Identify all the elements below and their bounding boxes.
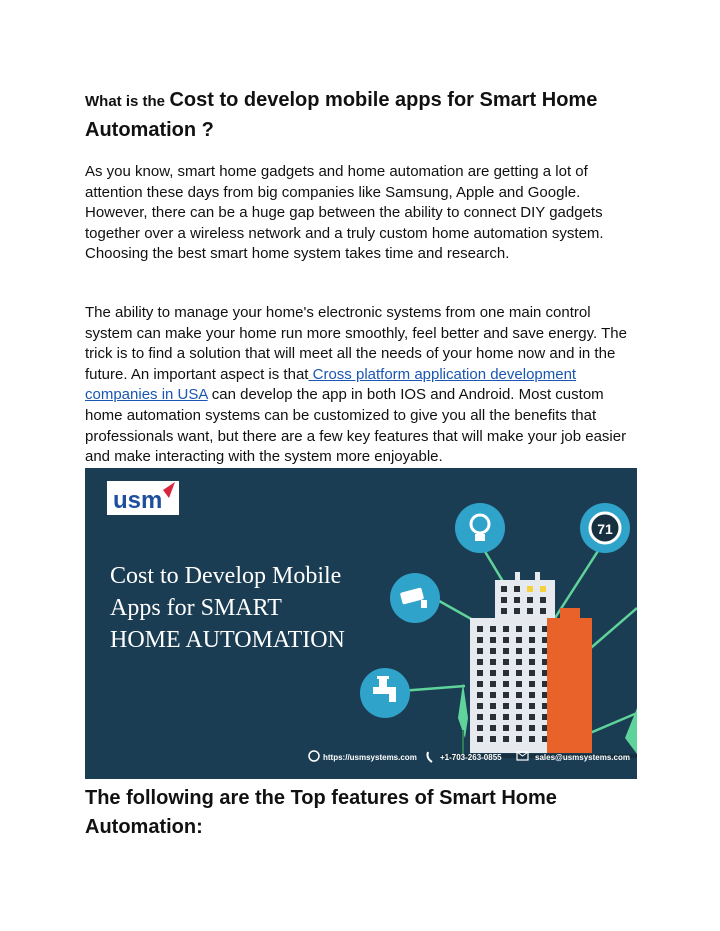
intro-paragraph: As you know, smart home gadgets and home automation are getting a lot of attention these days from big companies like Samsung, Apple and Google. However, there can be a huge gap between the ability to connect DIY gadgets together over a wireless network and a truly custom home automation system. Choosing the best smart home system takes time and research. xyxy=(85,163,604,263)
building-window xyxy=(540,597,546,603)
building-window xyxy=(503,692,509,698)
building-window xyxy=(516,736,522,742)
banner-website: https://usmsystems.com xyxy=(323,753,417,762)
building-window xyxy=(477,703,483,709)
bulb-icon xyxy=(455,503,505,553)
building-window xyxy=(503,637,509,643)
building-window xyxy=(516,725,522,731)
building-window xyxy=(516,670,522,676)
promo-banner-image xyxy=(85,468,637,779)
paragraph-text-before: The ability to manage your home's electronic systems from one main control system can make your home run more smoothly, feel better and save energy. The trick is to find a solution that will meet all the needs of your home now and in the future. An important aspect is that xyxy=(85,304,627,383)
building-window xyxy=(516,626,522,632)
building-window xyxy=(503,648,509,654)
building-window xyxy=(516,714,522,720)
building-window xyxy=(490,626,496,632)
building-window xyxy=(490,725,496,731)
building-window xyxy=(490,736,496,742)
building-window xyxy=(529,626,535,632)
title-main: Cost to develop mobile apps for Smart Home Automation ? xyxy=(85,89,598,141)
building-window xyxy=(514,586,520,592)
building-window xyxy=(477,714,483,720)
banner-email: sales@usmsystems.com xyxy=(535,753,630,762)
page-title xyxy=(85,86,637,146)
section-heading: The following are the Top features of Smart Home Automation: xyxy=(85,787,557,838)
paragraph-text-after: can develop the app in both IOS and Android. Most custom home automation systems can be customized to give you all the benefits that professionals want, but there are a few key features that will make your job easier and make interacting with the system more enjoyable. xyxy=(85,386,627,466)
building-window xyxy=(477,692,483,698)
building-window xyxy=(477,670,483,676)
building-window xyxy=(477,648,483,654)
building-window xyxy=(477,725,483,731)
building-window xyxy=(503,681,509,687)
building-window xyxy=(503,626,509,632)
building-window xyxy=(529,659,535,665)
building-window xyxy=(503,659,509,665)
logo-text: usm xyxy=(113,487,163,514)
building-window xyxy=(490,659,496,665)
cross-platform-link[interactable]: Cross platform application development companies in USA xyxy=(85,365,577,404)
building-window xyxy=(501,586,507,592)
title-prefix: What is the xyxy=(85,93,166,110)
building-window xyxy=(516,692,522,698)
building-window xyxy=(501,608,507,614)
body-paragraph xyxy=(85,303,641,468)
building-window xyxy=(490,670,496,676)
building-window xyxy=(490,637,496,643)
banner-phone: +1-703-263-0855 xyxy=(440,753,502,762)
building-window xyxy=(516,637,522,643)
building-window xyxy=(477,659,483,665)
building-window xyxy=(477,681,483,687)
building-window xyxy=(529,637,535,643)
building-window xyxy=(477,637,483,643)
building-window xyxy=(527,586,533,592)
banner-title-line3: HOME AUTOMATION xyxy=(110,627,345,653)
building-window xyxy=(529,648,535,654)
building-window xyxy=(540,586,546,592)
building-window xyxy=(516,703,522,709)
building-window xyxy=(527,597,533,603)
building-window xyxy=(490,703,496,709)
building-window xyxy=(527,608,533,614)
building-window xyxy=(516,681,522,687)
banner-title-line1: Cost to Develop Mobile xyxy=(110,563,342,589)
building-window xyxy=(529,703,535,709)
thermostat-icon xyxy=(580,503,630,553)
banner-title-line2: Apps for SMART xyxy=(110,595,282,621)
building-window xyxy=(490,692,496,698)
building-window xyxy=(529,736,535,742)
banner-footer xyxy=(309,751,630,762)
building-window xyxy=(477,626,483,632)
building-window xyxy=(490,714,496,720)
building-window xyxy=(503,736,509,742)
camera-icon xyxy=(390,573,440,623)
building-window xyxy=(490,681,496,687)
building-window xyxy=(503,714,509,720)
building-window xyxy=(514,608,520,614)
building-window xyxy=(529,714,535,720)
building-window xyxy=(529,725,535,731)
thermostat-value: 71 xyxy=(597,521,613,537)
building-window xyxy=(503,725,509,731)
building-window xyxy=(477,736,483,742)
building-window xyxy=(514,597,520,603)
building-window xyxy=(503,703,509,709)
building-window xyxy=(490,648,496,654)
building-window xyxy=(501,597,507,603)
faucet-icon xyxy=(360,668,410,718)
usm-logo xyxy=(107,481,179,515)
building-window xyxy=(516,659,522,665)
building-window xyxy=(529,670,535,676)
building-window xyxy=(516,648,522,654)
building-window xyxy=(529,692,535,698)
building-window xyxy=(540,608,546,614)
building-window xyxy=(503,670,509,676)
building-window xyxy=(529,681,535,687)
